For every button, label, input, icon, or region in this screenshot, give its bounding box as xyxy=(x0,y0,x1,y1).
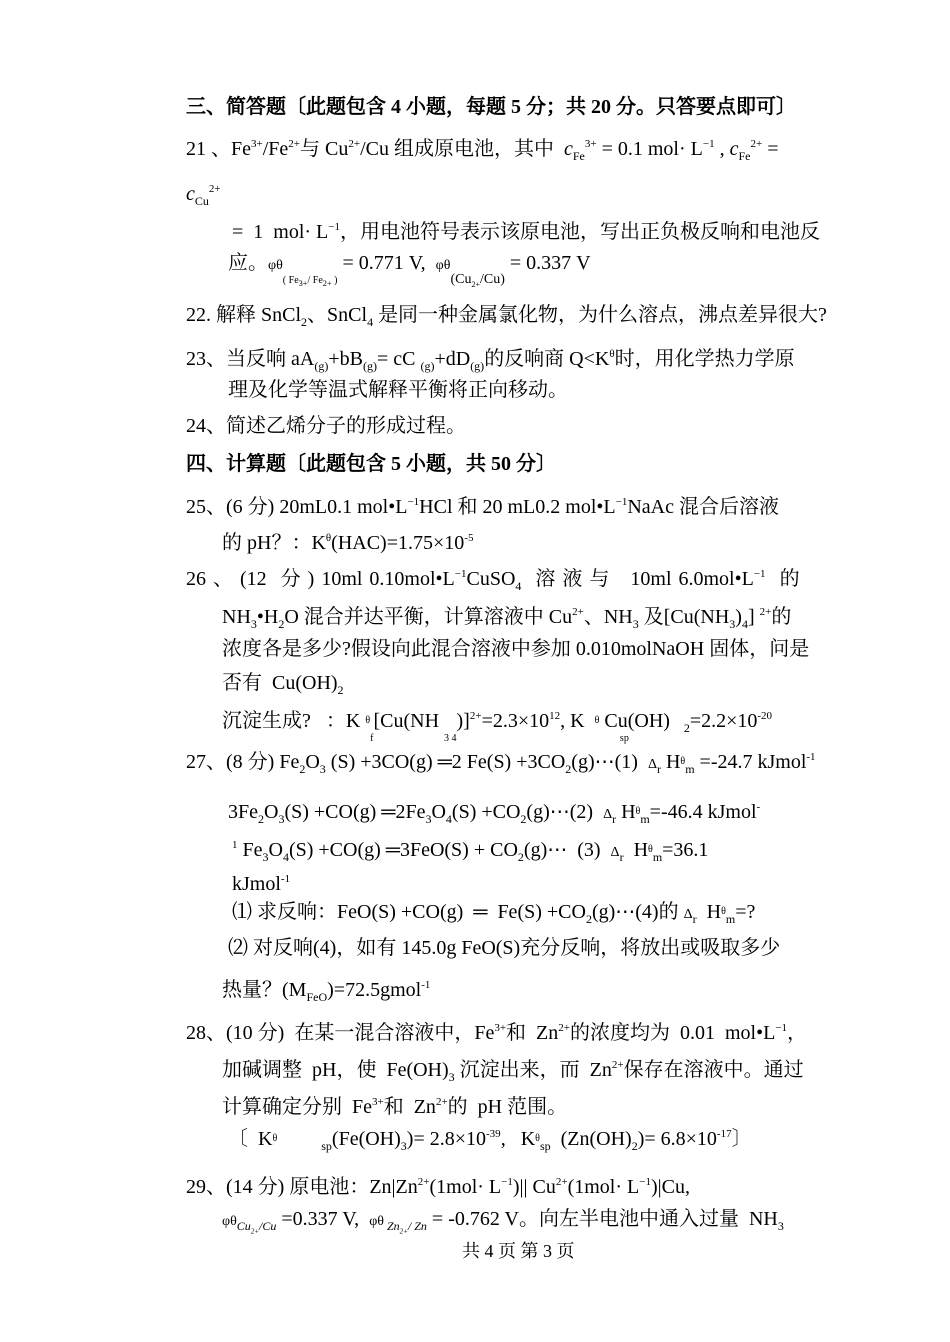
q21-line4: 应。$\varphi\theta_{( Fe_{3+}/ Fe_{2+} )} = 0.771$ V, $\varphi\theta_{(Cu_{2+}/Cu)} = 0.337$ V xyxy=(228,252,591,289)
q29-line1: 29、(14 分) 原电池：$Zn|Zn^{2+}(1mol\cdot L^{-1})||$ $Cu^{2+}(1mol\cdot L^{-1})|Cu$, xyxy=(186,1176,690,1198)
q27-line7: 热量？$(M_{FeO})=72.5gmol^{-1}$ xyxy=(222,979,431,1004)
q21-line3: = 1 $mol\cdot L^{-1}$，用电池符号表示该原电池，写出正负极反响和电池反 xyxy=(232,221,820,243)
q27-line6: ⑵ 对反响(4)，如有 145.0g FeO(S)充分反响，将放出或吸取多少 xyxy=(228,937,781,959)
q28-line1: 28、(10 分) 在某一混合溶液中，$Fe^{3+}$和 $Zn^{2+}$的浓度均为 0.01 $mol•L^{-1}$， xyxy=(186,1022,808,1044)
q25-line2: 的 pH？：$K^\theta(HAC)=1.75\times 10^{-5}$ xyxy=(222,532,474,554)
q29-line2: $\varphi\theta_{Cu_{2+}/Cu} =0.337$ V, φθ $_{Zn_{2+}/ Zn}$ = -0.762 V。向左半电池中通入过量 $NH_3$ xyxy=(222,1208,784,1236)
page-footer: 共 4 页 第 3 页 xyxy=(462,1241,575,1261)
q26-line5: 沉淀生成? ：K $^\theta_f$[Cu(NH $_{3 4})]^{2+}=2.3\times 10^{12}$, K $^\theta$ $Cu(OH)_{sp}$ $_2=2.2\times 10^{-20}$ xyxy=(222,710,773,744)
q27-line5: ⑴ 求反响：FeO(S) +CO(g) ═ $Fe(S) +CO_2(g)\cdots(4)$的 $\Delta_r$ $H^\theta_m=$? xyxy=(232,901,756,926)
q24: 24、简述乙烯分子的形成过程。 xyxy=(186,415,466,437)
q28-line4: 〔 $K^\theta$ $_{sp}(Fe(OH)_3)= 2.8\times 10^{-39}$, $K^\theta_{sp}$ $(Zn(OH)_2)= 6.8\times 10^{-17}$〕 xyxy=(228,1128,752,1153)
q27-line3: $^1$ $Fe_3O_4(S) +CO(g)$ ═3FeO(S) + $CO_2(g)\cdots$ (3) $\Delta_r$ $H^\theta_m=36.1$ xyxy=(232,839,709,864)
q23-line2: 理及化学等温式解释平衡将正向移动。 xyxy=(228,379,568,401)
q21-line1: 21 、$Fe^{3+}/Fe^{2+}$与 $Cu^{2+}/Cu$ 组成原电池，其中 $c_{Fe}^{3+} = 0.1$ $mol\cdot L^{-1}$ , $c_{Fe}^{2+}$ = xyxy=(186,138,779,163)
q28-line3: 计算确定分别 $Fe^{3+}$和 $Zn^{2+}$的 pH 范围。 xyxy=(222,1096,568,1118)
q28-line2: 加碱调整 pH，使 $Fe(OH)_3$ 沉淀出来，而 $Zn^{2+}$保存在溶液中。通过 xyxy=(222,1059,804,1084)
q27-line2: $3Fe_2O_3(S) +CO(g)$ $═2Fe_3O_4(S)$ $+CO_2(g)\cdots(2)$ $\Delta_r$ $H^\theta_m=-46.4$ kJmol- xyxy=(228,801,761,826)
section3-heading: 三、简答题〔此题包含 4 小题，每题 5 分；共 20 分。只答要点即可〕 xyxy=(186,96,796,118)
q26-line1: 26 、 (12 分 ) 10ml $0.10mol•L^{-1}CuSO_4$ 溶 液 与 10ml $6.0mol•L^{-1}$ 的 xyxy=(186,568,800,593)
q26-line2: $NH_3•H_2O$ 混合并达平衡，计算溶液中 $Cu^{2+}$、$NH_3$ 及$[Cu(NH_3)_4]$ $^{2+}$的 xyxy=(222,606,792,631)
q27-line1: 27、(8 分) $Fe_2O_3$ (S) +3CO(g) ═2 $Fe(S) +3CO_2(g)\cdots(1)$ $\Delta_r$ $H^\theta_m =-24.7$ kJmol$^{-1}$ xyxy=(186,751,816,776)
q26-line4: 否有 $Cu(OH)_2$ xyxy=(222,672,344,697)
q25-line1: 25、(6 分) 20mL0.1 $mol•L^{-1}HCl$ 和 20 mL0.2 $mol•L^{-1}NaAc$ 混合后溶液 xyxy=(186,496,779,518)
section4-heading: 四、计算题〔此题包含 5 小题，共 50 分〕 xyxy=(186,453,556,475)
q22: 22. 解释 SnCl$_2$、SnCl$_4$ 是同一种金属氯化物，为什么溶点，沸点差异很大? xyxy=(186,304,827,329)
q27-line4: kJmol$^{-1}$ xyxy=(232,873,291,895)
q21-line2: $c_{Cu}^{2+}$ xyxy=(186,183,221,208)
q23-line1: 23、当反响 $aA_{(g)}+bB_{(g)}=$ cC $_{(g)}+dD_{(g)}$的反响商 $Q<K^\theta$时，用化学热力学原 xyxy=(186,348,795,373)
q26-line3: 浓度各是多少?假设向此混合溶液中参加 0.010molNaOH 固体，问是 xyxy=(222,638,810,660)
